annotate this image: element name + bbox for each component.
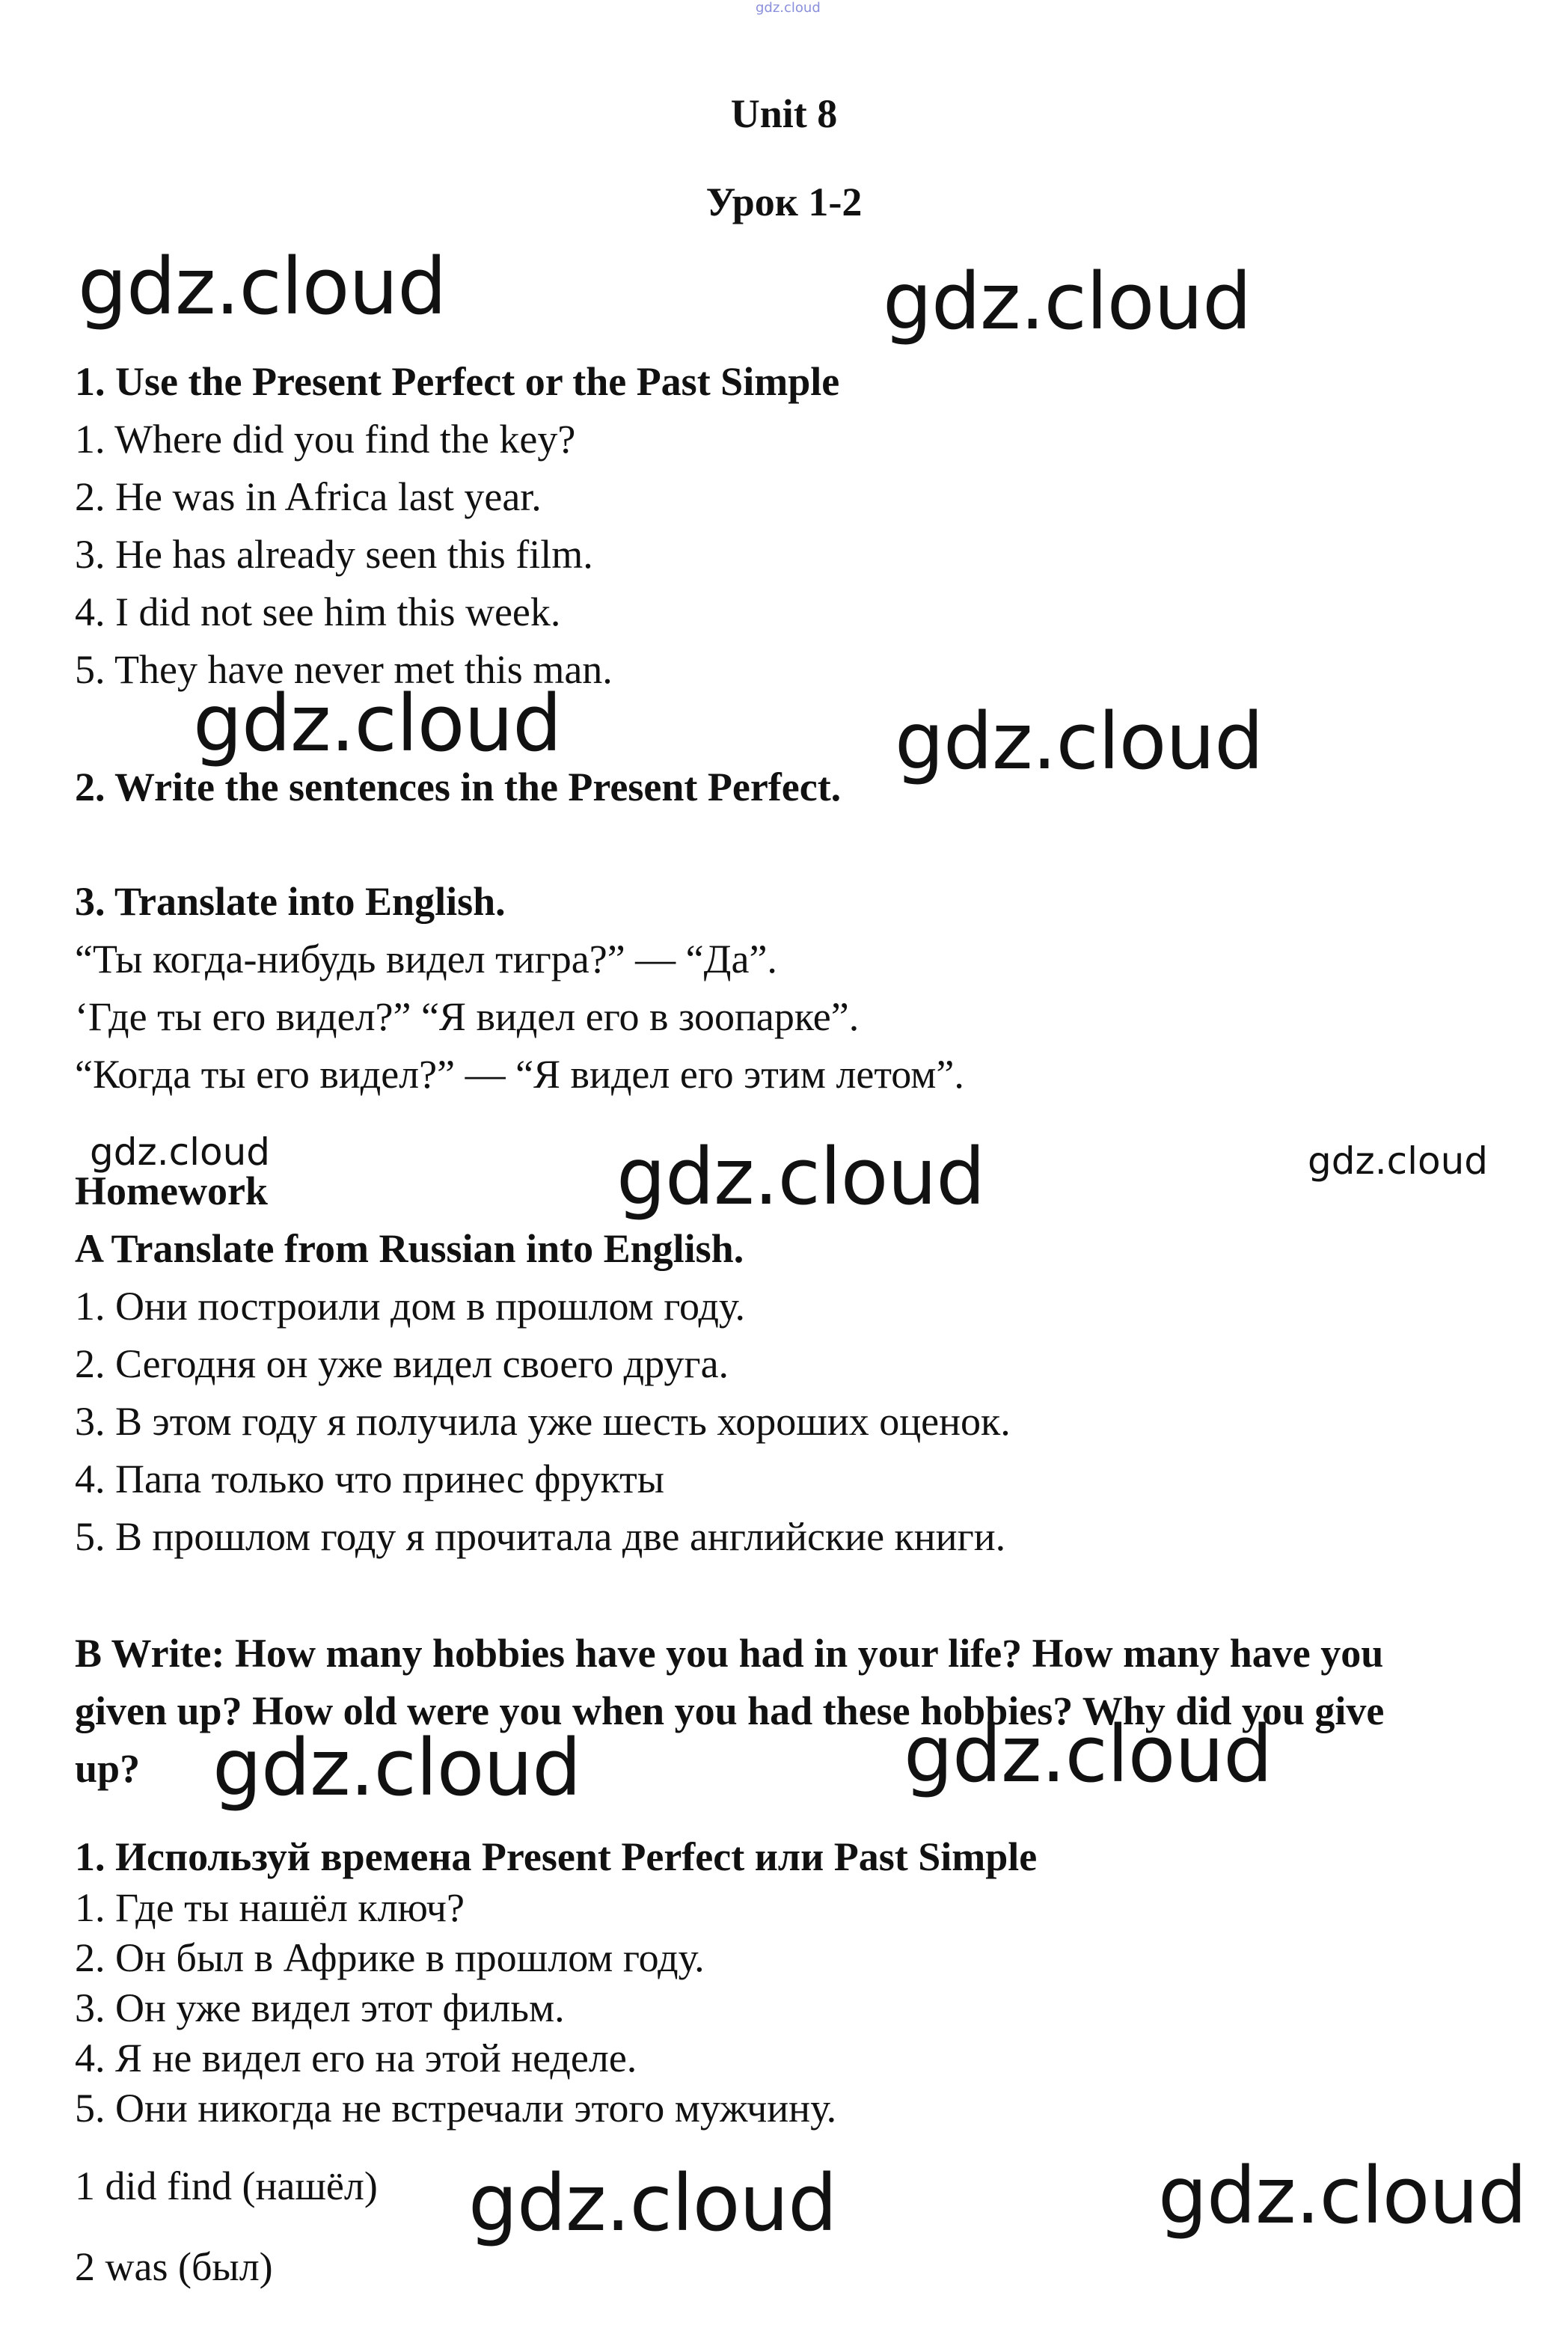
watermark: gdz.cloud	[1308, 1139, 1489, 1183]
translation-item: 5. Они никогда не встречали этого мужчину.	[75, 2086, 837, 2131]
watermark: gdz.cloud	[78, 241, 447, 332]
exercise-3-line: “Ты когда-нибудь видел тигра?” — “Да”.	[75, 937, 777, 981]
exercise-1-title: 1. Use the Present Perfect or the Past Simple	[75, 359, 840, 404]
lesson-title: Урок 1-2	[705, 180, 863, 224]
unit-title: Unit 8	[730, 91, 838, 136]
watermark: gdz.cloud	[212, 1722, 581, 1813]
homework-a-item: 4. Папа только что принес фрукты	[75, 1457, 665, 1501]
translation-item: 4. Я не видел его на этой неделе.	[75, 2036, 637, 2080]
homework-a-item: 1. Они построили дом в прошлом году.	[75, 1284, 746, 1329]
homework-b-line: B Write: How many hobbies have you had in your life? How many have you	[75, 1631, 1384, 1676]
homework-b-line: given up? How old were you when you had these hobbies? Why did you give	[75, 1688, 1385, 1733]
top-watermark: gdz.cloud	[756, 0, 821, 16]
exercise-1-item: 4. I did not see him this week.	[75, 589, 561, 634]
exercise-3-line: ‘Где ты его видел?” “Я видел его в зоопарке”.	[75, 994, 860, 1039]
homework-title: Homework	[75, 1169, 268, 1213]
translation-item: 2. Он был в Африке в прошлом году.	[75, 1935, 705, 1980]
exercise-3-title: 3. Translate into English.	[75, 879, 506, 924]
watermark: gdz.cloud	[883, 256, 1252, 347]
answer-line: 1 did find (нашёл)	[75, 2163, 378, 2208]
translation-item: 1. Где ты нашёл ключ?	[75, 1885, 465, 1930]
exercise-3-line: “Когда ты его видел?” — “Я видел его этим летом”.	[75, 1052, 964, 1097]
answer-line: 2 was (был)	[75, 2244, 273, 2289]
translation-title: 1. Используй времена Present Perfect или Past Simple	[75, 1834, 1038, 1879]
translation-item: 3. Он уже видел этот фильм.	[75, 1985, 565, 2030]
watermark: gdz.cloud	[468, 2157, 837, 2249]
exercise-1-item: 2. He was in Africa last year.	[75, 474, 542, 519]
exercise-2-title: 2. Write the sentences in the Present Perfect.	[75, 765, 842, 809]
homework-a-item: 5. В прошлом году я прочитала две английские книги.	[75, 1514, 1006, 1559]
exercise-1-item: 5. They have never met this man.	[75, 647, 613, 692]
homework-a-item: 2. Сегодня он уже видел своего друга.	[75, 1341, 729, 1386]
exercise-1-item: 3. He has already seen this film.	[75, 532, 593, 577]
exercise-1-item: 1. Where did you find the key?	[75, 417, 576, 462]
watermark: gdz.cloud	[1158, 2150, 1527, 2241]
homework-b-line: up?	[75, 1746, 141, 1791]
watermark: gdz.cloud	[193, 678, 562, 769]
homework-a-title: A Translate from Russian into English.	[75, 1226, 744, 1271]
watermark: gdz.cloud	[90, 1130, 271, 1174]
watermark: gdz.cloud	[895, 696, 1264, 787]
watermark: gdz.cloud	[904, 1709, 1273, 1800]
watermark: gdz.cloud	[616, 1131, 985, 1222]
homework-a-item: 3. В этом году я получила уже шесть хороших оценок.	[75, 1399, 1011, 1444]
